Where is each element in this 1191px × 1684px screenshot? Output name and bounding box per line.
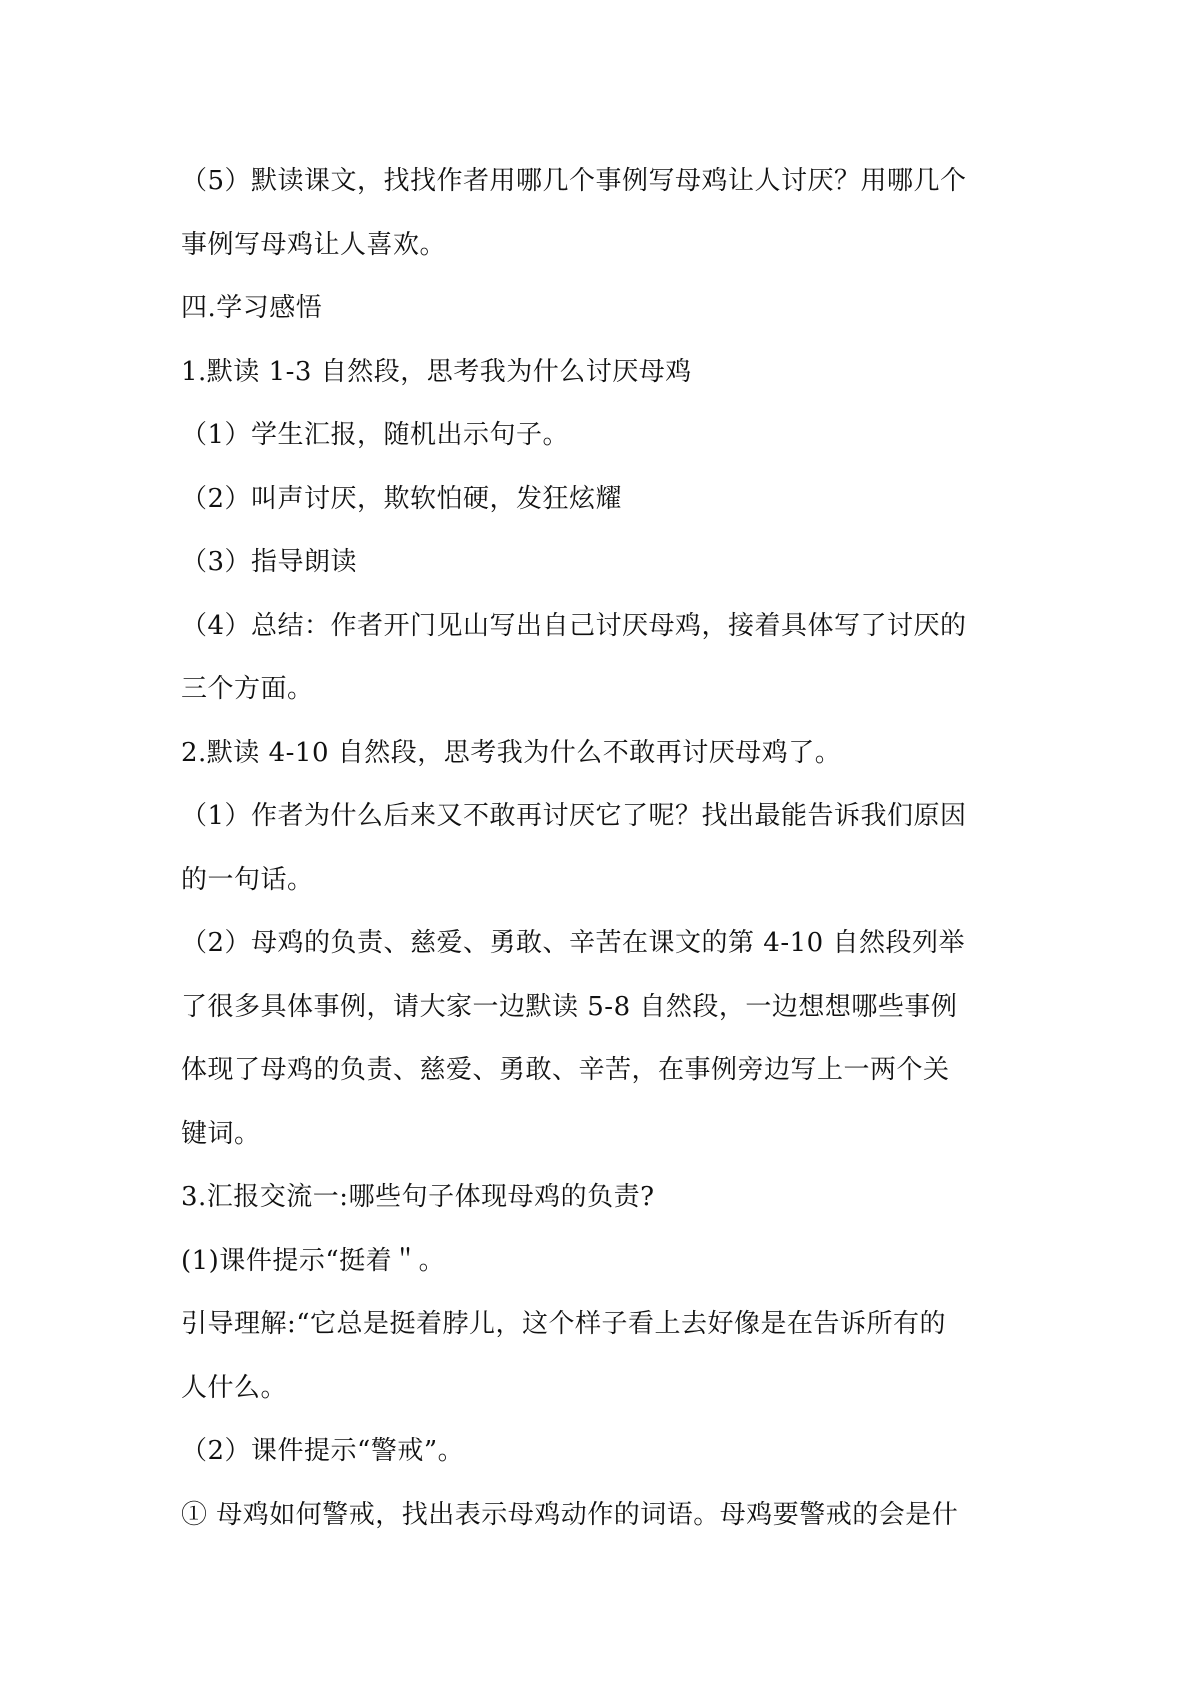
text-line: ① 母鸡如何警戒，找出表示母鸡动作的词语。母鸡要警戒的会是什 [181, 1499, 959, 1530]
text-line: (1)课件提示“挺着＂。 [181, 1245, 446, 1276]
text-line: 引导理解:“它总是挺着脖儿，这个样子看上去好像是在告诉所有的 [181, 1309, 947, 1339]
text-line: （1）作者为什么后来又不敢再讨厌它了呢？找出最能告诉我们原因 [181, 801, 967, 831]
text-line: （2）母鸡的负责、慈爱、勇敢、辛苦在课文的第 4-10 自然段列举 [181, 928, 965, 958]
text-line: 了很多具体事例，请大家一边默读 5-8 自然段，一边想想哪些事例 [181, 991, 958, 1022]
text-line: 2.默读 4-10 自然段，思考我为什么不敢再讨厌母鸡了。 [181, 737, 842, 768]
text-line: （2）叫声讨厌，欺软怕硬，发狂炫耀 [181, 483, 623, 514]
text-line: 人什么。 [181, 1372, 288, 1403]
text-line: 键词。 [181, 1118, 261, 1149]
text-line: （4）总结：作者开门见山写出自己讨厌母鸡，接着具体写了讨厌的 [181, 610, 967, 641]
text-line: 事例写母鸡让人喜欢。 [181, 229, 447, 260]
text-line: 的一句话。 [181, 864, 314, 895]
text-line: （5）默读课文，找找作者用哪几个事例写母鸡让人讨厌？用哪几个 [181, 166, 967, 196]
text-line: （3）指导朗读 [181, 547, 358, 577]
text-line: 体现了母鸡的负责、慈爱、勇敢、辛苦，在事例旁边写上一两个关 [181, 1055, 950, 1085]
text-line: 三个方面。 [181, 674, 314, 704]
section-heading: 四.学习感悟 [181, 293, 323, 323]
text-line: 3.汇报交流一:哪些句子体现母鸡的负责? [181, 1182, 655, 1212]
text-line: （2）课件提示“警戒”。 [181, 1436, 465, 1466]
text-line: （1）学生汇报，随机出示句子。 [181, 420, 570, 450]
document-body [181, 163, 1016, 1560]
text-line: 1.默读 1-3 自然段，思考我为什么讨厌母鸡 [181, 356, 692, 387]
